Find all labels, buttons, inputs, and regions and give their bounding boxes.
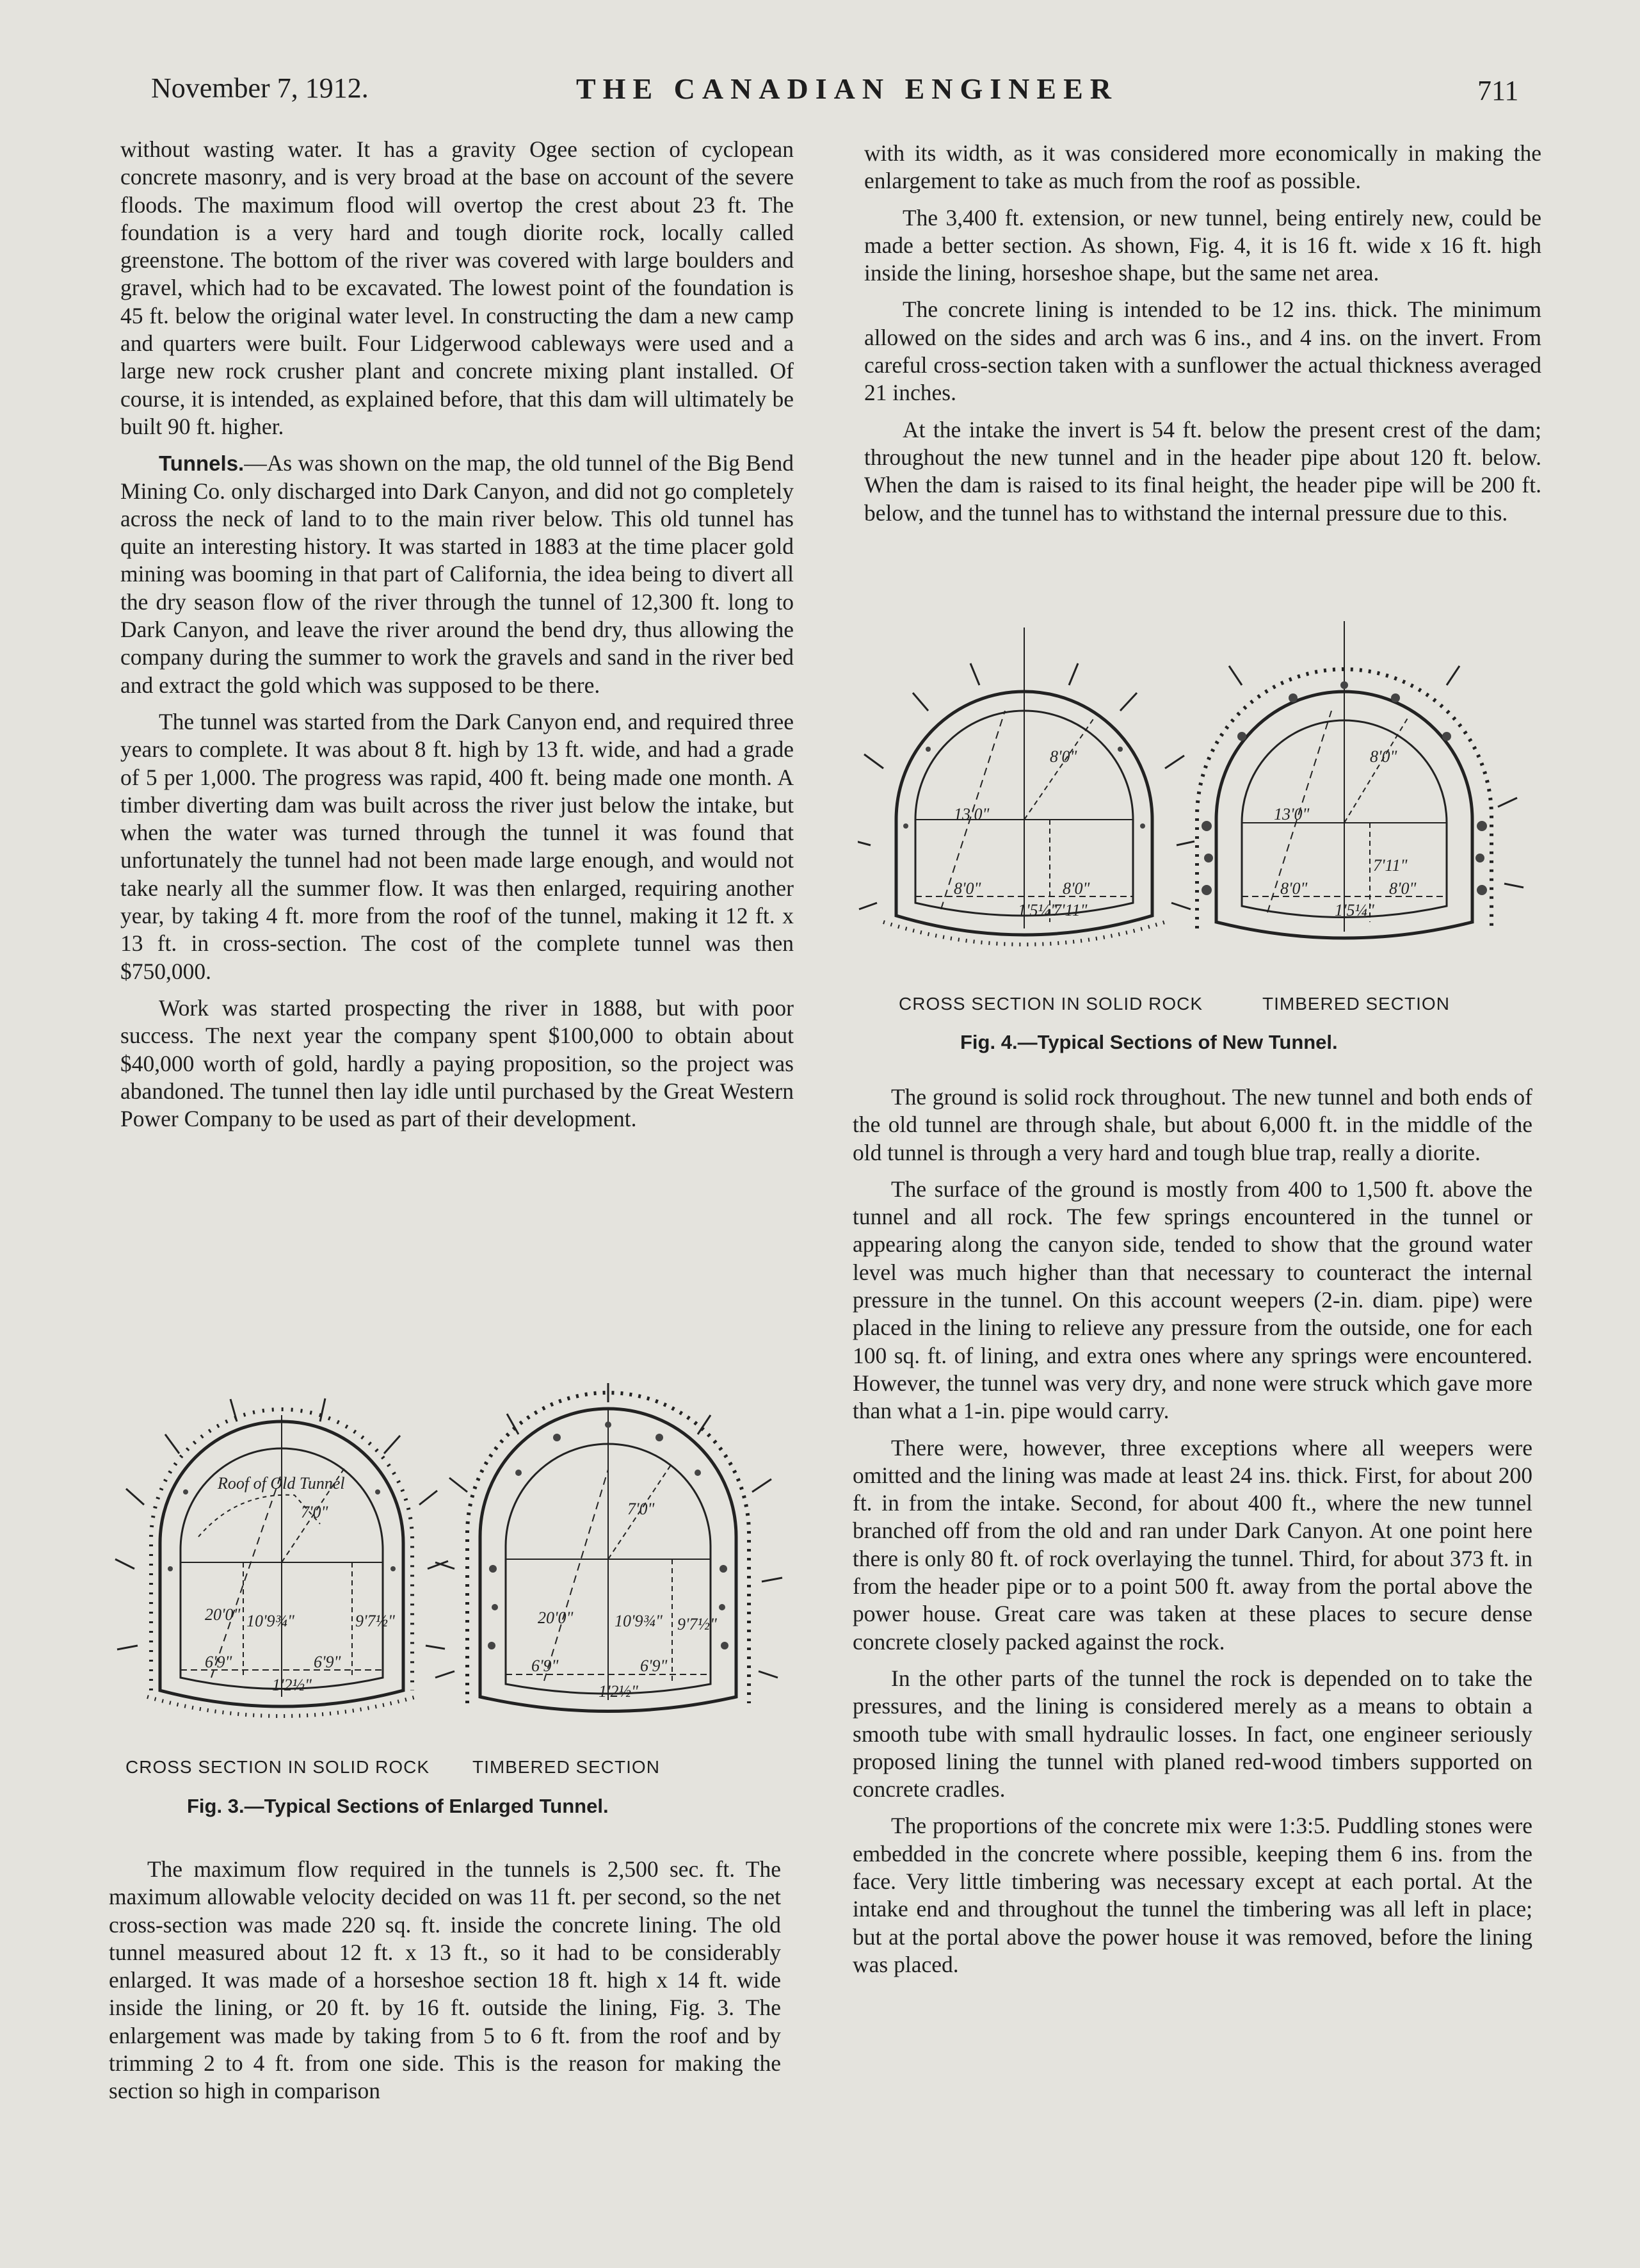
page-number: 711 xyxy=(1477,75,1519,106)
fig3-height-right: 20'0" xyxy=(538,1608,574,1627)
paragraph-prospecting: Work was started prospecting the river in 1888, but with poor success. The next year the company spent $100,000 to obtain about $40,000 worth of gold, hardly a paying proposition, so the project was abandoned. The tunnel then lay idle until purchased by the Great Western Power Company to be used as part of their development. xyxy=(120,994,794,1132)
left-column-upper xyxy=(120,136,794,1133)
figure-3 xyxy=(109,1377,800,1786)
fig4-radius-right: 8'0" xyxy=(1370,747,1397,766)
issue-date: November 7, 1912. xyxy=(151,72,369,104)
paragraph-tunnels xyxy=(120,450,794,699)
paragraph-ground: The ground is solid rock throughout. The new tunnel and both ends of the old tunnel are through shale, but about 6,000 ft. in the middle of the old tunnel is through a very hard and tough blue trap, really a diorite. xyxy=(853,1084,1532,1165)
fig3-roof-note: Roof of Old Tunnel xyxy=(218,1474,345,1493)
left-column-lower xyxy=(109,1856,781,2105)
fig3-halfwidth-right-2: 6'9" xyxy=(640,1656,668,1675)
fig3-invert-left: 1'2½" xyxy=(272,1676,312,1694)
fig4-halfwidth-right-2: 8'0" xyxy=(1389,879,1417,898)
fig3-label-timbered: TIMBERED SECTION xyxy=(472,1757,660,1777)
fig4-halfwidth-left-2: 8'0" xyxy=(1063,879,1090,898)
fig3-label-solid-rock: CROSS SECTION IN SOLID ROCK xyxy=(125,1757,430,1777)
fig4-slant-right: 13'0" xyxy=(1274,805,1310,823)
fig3-caption: Fig. 3.—Typical Sections of Enlarged Tunnel. xyxy=(187,1795,609,1817)
paragraph-exceptions: There were, however, three exceptions where all weepers were omitted and the lining was made at least 24 ins. thick. First, for about 200 ft. in from the intake. Second, for about 400 ft., where the new tunnel branched off from the old and ran under Dark Canyon. At one point here there is only 80 ft. of rock overlaying the tunnel. Third, for about 373 ft. in from the header pipe or to a point 500 ft. away from the portal above the power house. Great care was taken at these places to secure dense concrete closely packed against the rock. xyxy=(853,1434,1532,1655)
figure-3-drawing xyxy=(109,1377,800,1748)
fig3-springline-right: 10'9¾" xyxy=(615,1612,663,1630)
fig3-side-left: 9'7½" xyxy=(355,1612,395,1630)
paragraph-extension: The 3,400 ft. extension, or new tunnel, being entirely new, could be made a better section. As shown, Fig. 4, it is 16 ft. wide x 16 ft. high inside the lining, horseshoe shape, but the same net area. xyxy=(864,204,1541,286)
running-head xyxy=(0,72,1640,123)
paragraph-concrete-mix: The proportions of the concrete mix were 1:3:5. Puddling stones were embedded in the concrete where possible, keeping them 6 ins. from the face. Very little timbering was necessary except at each portal. At the intake end and throughout the tunnel the timbering was all left in place; but at the portal above the power house it was removed, before the lining was placed. xyxy=(853,1813,1532,1977)
fig3-height-left: 20'0" xyxy=(205,1605,241,1624)
paragraph-lining: The concrete lining is intended to be 12 ins. thick. The minimum allowed on the sides and arch was 6 ins., and 4 ins. on the invert. From careful cross-section taken with a sunflower the actual thickness averaged 21 inches. xyxy=(864,296,1541,406)
paragraph-intake: At the intake the invert is 54 ft. below the present crest of the dam; throughout the new tunnel and in the header pipe about 120 ft. below. When the dam is raised to its final height, the header pipe will be 200 ft. below, and the tunnel has to withstand the internal pressure due to this. xyxy=(864,416,1541,526)
fig4-side-left: 7'11" xyxy=(1053,901,1088,919)
paragraph-width-continued: with its width, as it was considered more economically in making the enlargement to take as much from the roof as possible. xyxy=(864,140,1541,194)
paragraph-max-flow: The maximum flow required in the tunnels is 2,500 sec. ft. The maximum allowable velocity decided on was 11 ft. per second, so the net cross-section was made 220 sq. ft. inside the concrete lining. The old tunnel measured about 12 ft. x 13 ft., so it had to be considerably enlarged. It was made of a horseshoe section 18 ft. high x 14 ft. wide inside the lining, or 20 ft. by 16 ft. outside the lining, Fig. 3. The enlargement was made by taking from 5 to 6 ft. from the roof and by trimming 2 to 4 ft. from one side. This is the reason for making the section so high in comparison xyxy=(109,1856,781,2104)
fig4-invert-left: 1'5¼" xyxy=(1018,901,1057,919)
fig4-halfwidth-left: 8'0" xyxy=(954,879,981,898)
fig4-label-timbered: TIMBERED SECTION xyxy=(1262,994,1450,1014)
fig4-slant-left: 13'0" xyxy=(954,805,990,823)
fig3-invert-right: 1'2½" xyxy=(599,1682,638,1701)
fig3-halfwidth-right: 6'9" xyxy=(531,1656,559,1675)
paragraph-dam: without wasting water. It has a gravity Ogee section of cyclopean concrete masonry, and is very broad at the base on account of the severe floods. The maximum flood will overtop the crest about 23 ft. The foundation is a very hard and tough diorite rock, locally called greenstone. The bottom of the river was covered with large boulders and gravel, which had to be excavated. The lowest point of the foundation is 45 ft. below the original water level. In constructing the dam a new camp and quarters were built. Four Lidgerwood cableways were used and a large new rock crusher plant and concrete mixing plant installed. Of course, it is intended, as explained before, that this dam will ultimately be built 90 ft. higher. xyxy=(120,136,794,439)
fig3-springline-left: 10'9¾" xyxy=(246,1612,294,1630)
fig3-halfwidth-left-2: 6'9" xyxy=(314,1653,341,1671)
right-column-upper xyxy=(864,140,1541,527)
fig4-radius-left: 8'0" xyxy=(1050,747,1077,766)
fig3-halfwidth-left: 6'9" xyxy=(205,1653,232,1671)
fig4-caption: Fig. 4.—Typical Sections of New Tunnel. xyxy=(960,1031,1338,1053)
paragraph-tunnel-history: The tunnel was started from the Dark Canyon end, and required three years to complete. It was about 8 ft. high by 13 ft. wide, and had a grade of 5 per 1,000. The progress was rapid, 400 ft. being made one month. A timber diverting dam was built across the river just below the intake, but when the water was turned through the tunnel it was found that unfortunately the tunnel had not been made large enough, and would not take nearly all the summer flow. It was then enlarged, requiring another year, by taking 4 ft. more from the roof of the tunnel, making it 12 ft. x 13 ft. in cross-section. The cost of the complete tunnel was then $750,000. xyxy=(120,708,794,984)
journal-title: THE CANADIAN ENGINEER xyxy=(576,72,1118,105)
paragraph-pressures: In the other parts of the tunnel the rock is depended on to take the pressures, and the lining is considered merely as a means to obtain a smooth tube with small hydraulic losses. In fact, one engineer seriously proposed lining the tunnel with planed red-wood timbers supported on concrete cradles. xyxy=(853,1665,1532,1802)
fig4-invert-right: 1'5¼" xyxy=(1335,901,1374,919)
figure-4-drawing xyxy=(858,615,1549,973)
fig3-side-right: 9'7½" xyxy=(677,1615,717,1633)
fig3-radius-right: 7'0" xyxy=(627,1500,655,1518)
paragraph-tunnels-text: —As was shown on the map, the old tunnel of the Big Bend Mining Co. only discharged into Dark Canyon, and did not go completely across the neck of land to to the main river below. This old tunnel has quite an interesting history. It was started in 1883 at the time placer gold mining was booming in that part of California, the idea being to divert all the dry season flow of the river through the tunnel of 12,300 ft. long to Dark Canyon, and leave the river around the bend dry, thus allowing the company during the summer to work the gravels and sand in the river bed and extract the gold which was supposed to be there. xyxy=(120,450,794,698)
fig3-radius-left: 7'0" xyxy=(301,1503,328,1521)
right-column-lower xyxy=(853,1083,1532,1979)
section-heading-tunnels: Tunnels. xyxy=(159,451,245,476)
fig4-label-solid-rock: CROSS SECTION IN SOLID ROCK xyxy=(899,994,1203,1014)
fig4-halfwidth-right: 8'0" xyxy=(1280,879,1308,898)
figure-4 xyxy=(858,615,1549,1025)
paragraph-surface: The surface of the ground is mostly from 400 to 1,500 ft. above the tunnel and all rock. The few springs encountered in the tunnel or appearing along the canyon side, tended to show that the ground water level was much higher than that necessary to counteract the internal pressure in the tunnel. On this account weepers (2-in. diam. pipe) were placed in the lining to relieve any pressure from the outside, one for each 100 sq. ft. of lining, and extra ones where any springs were encountered. However, the tunnel was very dry, and none were struck which gave more than what a 1-in. pipe would carry. xyxy=(853,1176,1532,1424)
fig4-side-right: 7'11" xyxy=(1373,856,1408,875)
